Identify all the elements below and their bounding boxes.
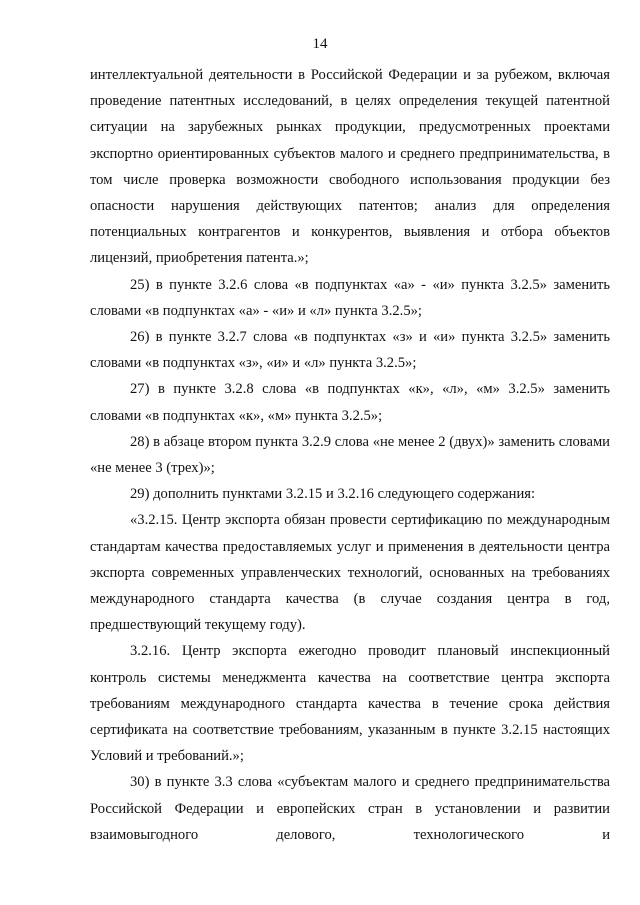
page-number: 14: [312, 36, 328, 52]
paragraph-clause-3-2-16: 3.2.16. Центр экспорта ежегодно проводит плановый инспекционный контроль системы менеджмента качества на соответствие центра экспорта требованиям международного стандарта качества в течение срока действия сертификата на соответствие требованиям, указанным в пункте 3.2.15 настоящих Условий и требований.»;: [90, 643, 610, 765]
paragraph-item-30: 30) в пункте 3.3 слова «субъектам малого и среднего предпринимательства Российской Федерации и европейских стран в установлении и развитии взаимовыгодного делового, технологического и: [90, 774, 610, 843]
paragraph-item-28: 28) в абзаце втором пункта 3.2.9 слова «не менее 2 (двух)» заменить словами «не менее 3 (трех)»;: [90, 433, 610, 477]
paragraph-item-25: 25) в пункте 3.2.6 слова «в подпунктах «а» - «и» пункта 3.2.5» заменить словами «в подпунктах «а» - «и» и «л» пункта 3.2.5»;: [90, 276, 610, 319]
paragraph-clause-3-2-15: «3.2.15. Центр экспорта обязан провести сертификацию по международным стандартам качества предоставляемых услуг и применения в деятельности центра экспорта современных управленческих технологий, основанных на требованиях международного стандарта качества (в случае создания центра в год, предшествующий текущему году).: [90, 512, 610, 634]
paragraph-item-27: 27) в пункте 3.2.8 слова «в подпунктах «к», «л», «м» 3.2.5» заменить словами «в подпунктах «к», «м» пункта 3.2.5»;: [90, 381, 610, 424]
document-body: [90, 62, 610, 848]
paragraph-item-26: 26) в пункте 3.2.7 слова «в подпунктах «з» и «и» пункта 3.2.5» заменить словами «в подпунктах «з», «и» и «л» пункта 3.2.5»;: [90, 329, 610, 372]
paragraph-item-29: 29) дополнить пунктами 3.2.15 и 3.2.16 следующего содержания:: [130, 486, 536, 503]
paragraph-continuation: интеллектуальной деятельности в Российской Федерации и за рубежом, включая проведение патентных исследований, в целях определения текущей патентной ситуации на зарубежных рынках продукции, предусмотренных проектами экспортно ориентированных субъектов малого и среднего предпринимательства, в том числе проверка возможности свободного использования продукции без опасности нарушения действующих патентов; анализ для определения потенциальных контрагентов и конкурентов, выявления и отбора объектов лицензий, приобретения патента.»;: [90, 67, 610, 267]
